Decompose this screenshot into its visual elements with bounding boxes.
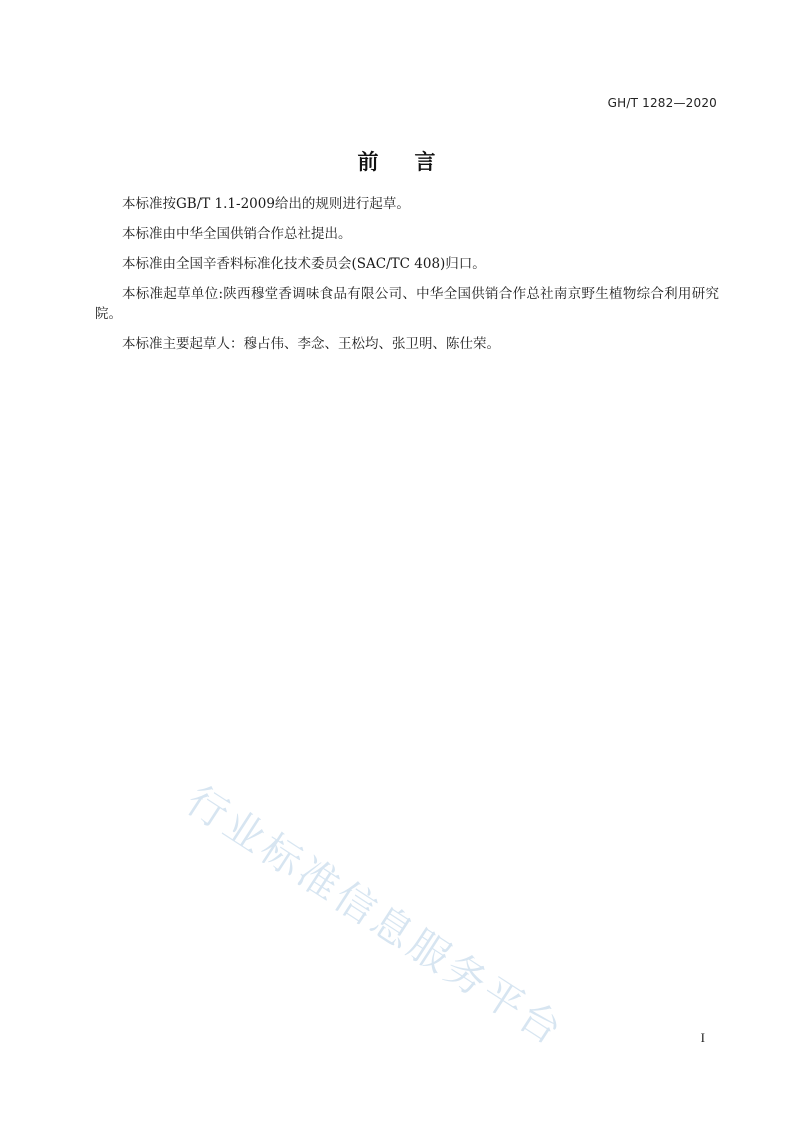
page-title: 前言: [357, 150, 472, 174]
paragraph-proposer: 本标准由中华全国供销合作总社提出。: [122, 226, 352, 242]
paragraph-drafting-units: 本标准起草单位:陕西穆堂香调味食品有限公司、中华全国供销合作总社南京野生植物综合利用研究院。: [95, 286, 719, 322]
paragraph-drafting-rules: 本标准按GB/T 1.1-2009给出的规则进行起草。: [122, 196, 410, 212]
page-number: I: [700, 1030, 705, 1045]
paragraph-committee: 本标准由全国辛香料标准化技术委员会(SAC/TC 408)归口。: [122, 256, 486, 272]
paragraph-drafters: 本标准主要起草人：穆占伟、李念、王松均、张卫明、陈仕荣。: [122, 336, 500, 352]
foreword-body: [95, 194, 719, 364]
watermark-text: 行业标准信息服务平台: [178, 777, 573, 1056]
standard-code: GH/T 1282—2020: [607, 96, 717, 110]
